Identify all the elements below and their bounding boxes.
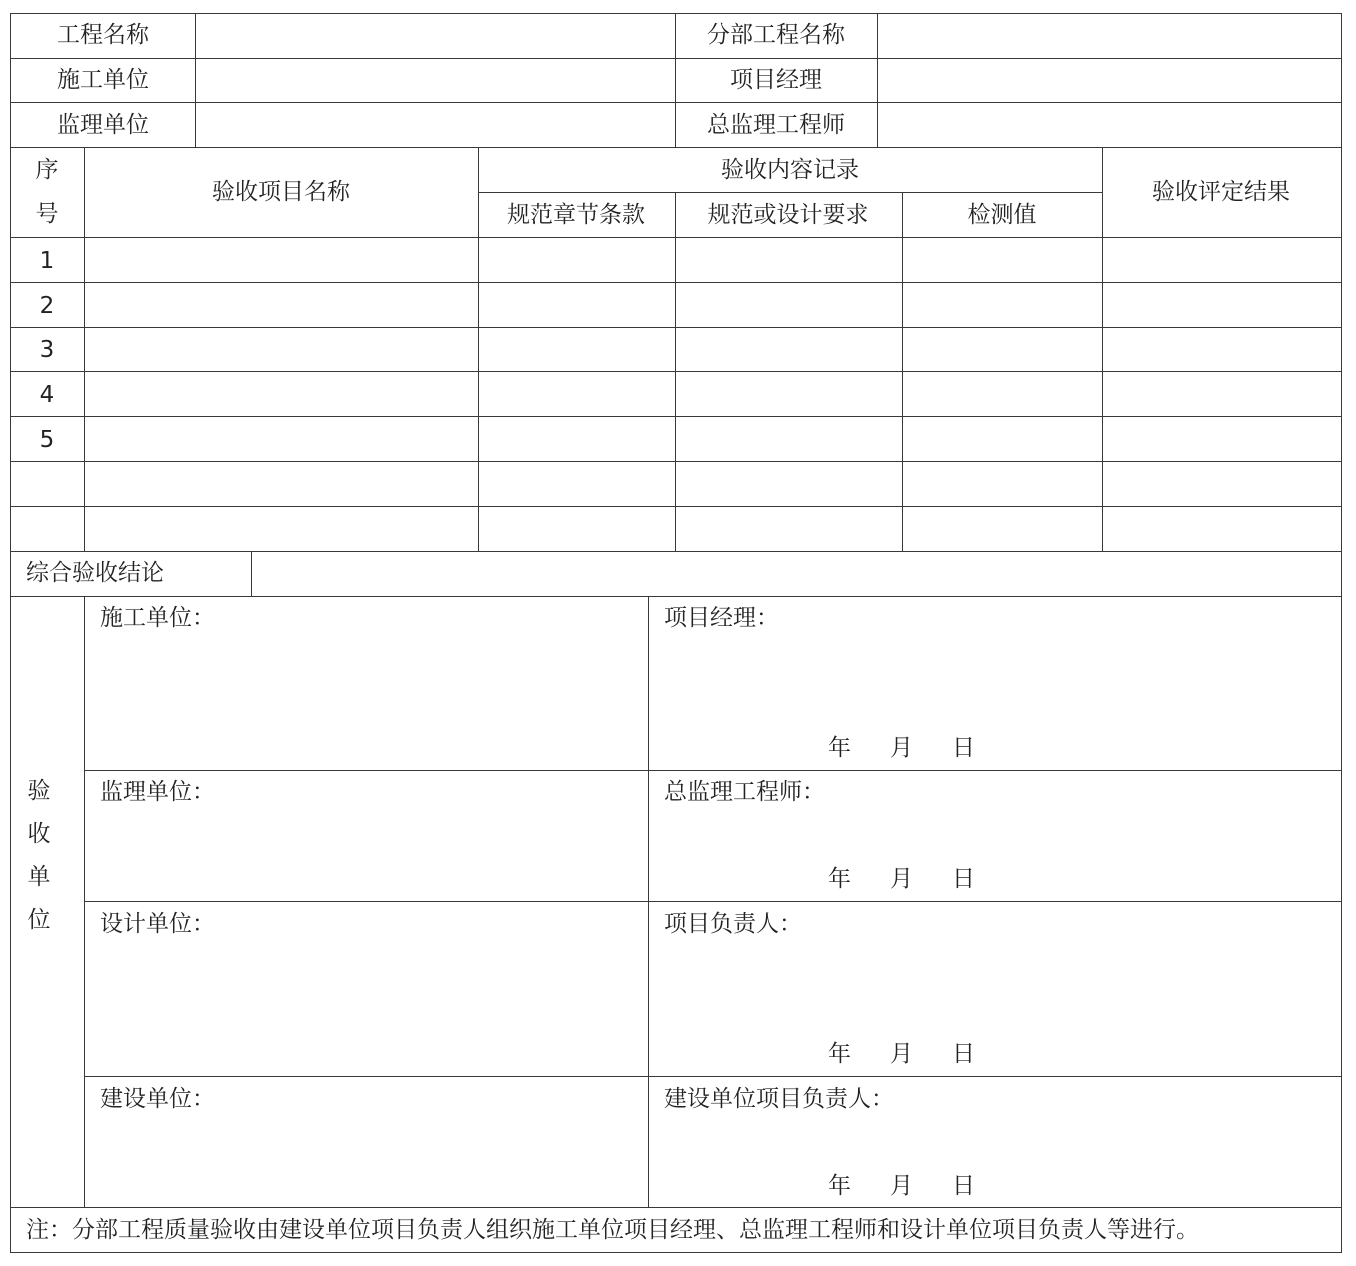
col-line — [675, 13, 676, 147]
col-line — [902, 192, 903, 551]
col-line — [84, 147, 85, 551]
date-day: 日 — [952, 1173, 975, 1199]
col-result: 验收评定结果 — [1152, 179, 1290, 205]
col-item-name: 验收项目名称 — [212, 179, 350, 205]
row-line — [10, 371, 1342, 372]
row-number: 3 — [39, 337, 55, 363]
project-name-label: 工程名称 — [57, 22, 149, 48]
conclusion-label: 综合验收结论 — [26, 560, 164, 586]
row-line — [10, 1207, 1342, 1208]
chief-supervisor-label: 总监理工程师 — [707, 112, 845, 138]
border-bottom — [10, 1252, 1342, 1253]
col-seq-line1: 序 — [35, 157, 59, 183]
col-requirement: 规范或设计要求 — [707, 202, 869, 228]
date-year: 年 — [828, 1041, 851, 1067]
date-day: 日 — [952, 1041, 975, 1067]
block-construction-unit: 施工单位： — [100, 605, 215, 631]
date-day: 日 — [952, 866, 975, 892]
col-line — [195, 13, 196, 147]
block-chief-supervisor: 总监理工程师： — [664, 779, 825, 805]
col-record-group: 验收内容记录 — [721, 157, 859, 183]
col-clause: 规范章节条款 — [507, 202, 645, 228]
col-line — [1102, 147, 1103, 551]
block-project-leader: 项目负责人： — [664, 911, 802, 937]
block-project-manager: 项目经理： — [664, 605, 779, 631]
row-number: 4 — [39, 382, 55, 408]
row-number: 2 — [39, 293, 55, 319]
side-char: 收 — [27, 821, 51, 847]
subheader-line — [478, 192, 1102, 193]
row-line — [10, 147, 1342, 148]
construction-unit-label: 施工单位 — [57, 67, 149, 93]
date-day: 日 — [952, 735, 975, 761]
block-line — [84, 901, 1342, 902]
col-line — [877, 13, 878, 147]
row-number: 1 — [39, 248, 55, 274]
block-owner-unit: 建设单位： — [100, 1086, 215, 1112]
date-year: 年 — [828, 1173, 851, 1199]
col-line — [648, 596, 649, 1207]
col-measured: 检测值 — [967, 202, 1037, 228]
row-line — [10, 102, 1342, 103]
block-line — [84, 1076, 1342, 1077]
col-line — [251, 551, 252, 596]
block-owner-project-leader: 建设单位项目负责人： — [664, 1086, 894, 1112]
row-line — [10, 237, 1342, 238]
sub-project-name-label: 分部工程名称 — [707, 22, 845, 48]
row-line — [10, 416, 1342, 417]
side-char: 位 — [27, 907, 51, 933]
block-supervision-unit: 监理单位： — [100, 779, 215, 805]
date-year: 年 — [828, 866, 851, 892]
date-month: 月 — [890, 1041, 913, 1067]
row-line — [10, 327, 1342, 328]
row-line — [10, 551, 1342, 552]
row-line — [10, 282, 1342, 283]
side-char: 单 — [27, 864, 51, 890]
side-char: 验 — [27, 778, 51, 804]
footer-note: 注：分部工程质量验收由建设单位项目负责人组织施工单位项目经理、总监理工程师和设计单位项目负责人等进行。 — [26, 1217, 1199, 1243]
row-number: 5 — [39, 427, 55, 453]
col-seq-line2: 号 — [35, 201, 59, 227]
supervision-unit-label: 监理单位 — [57, 112, 149, 138]
col-line — [478, 147, 479, 551]
block-line — [84, 770, 1342, 771]
block-design-unit: 设计单位： — [100, 911, 215, 937]
row-line — [10, 596, 1342, 597]
border-right — [1341, 13, 1342, 1253]
date-year: 年 — [828, 735, 851, 761]
row-line — [10, 461, 1342, 462]
border-top — [10, 13, 1342, 14]
date-month: 月 — [890, 735, 913, 761]
acceptance-side-label — [24, 770, 54, 942]
col-line — [675, 192, 676, 551]
date-month: 月 — [890, 866, 913, 892]
border-left — [10, 13, 11, 1253]
project-manager-label: 项目经理 — [730, 67, 822, 93]
date-month: 月 — [890, 1173, 913, 1199]
col-line — [84, 596, 85, 1207]
row-line — [10, 58, 1342, 59]
row-line — [10, 506, 1342, 507]
